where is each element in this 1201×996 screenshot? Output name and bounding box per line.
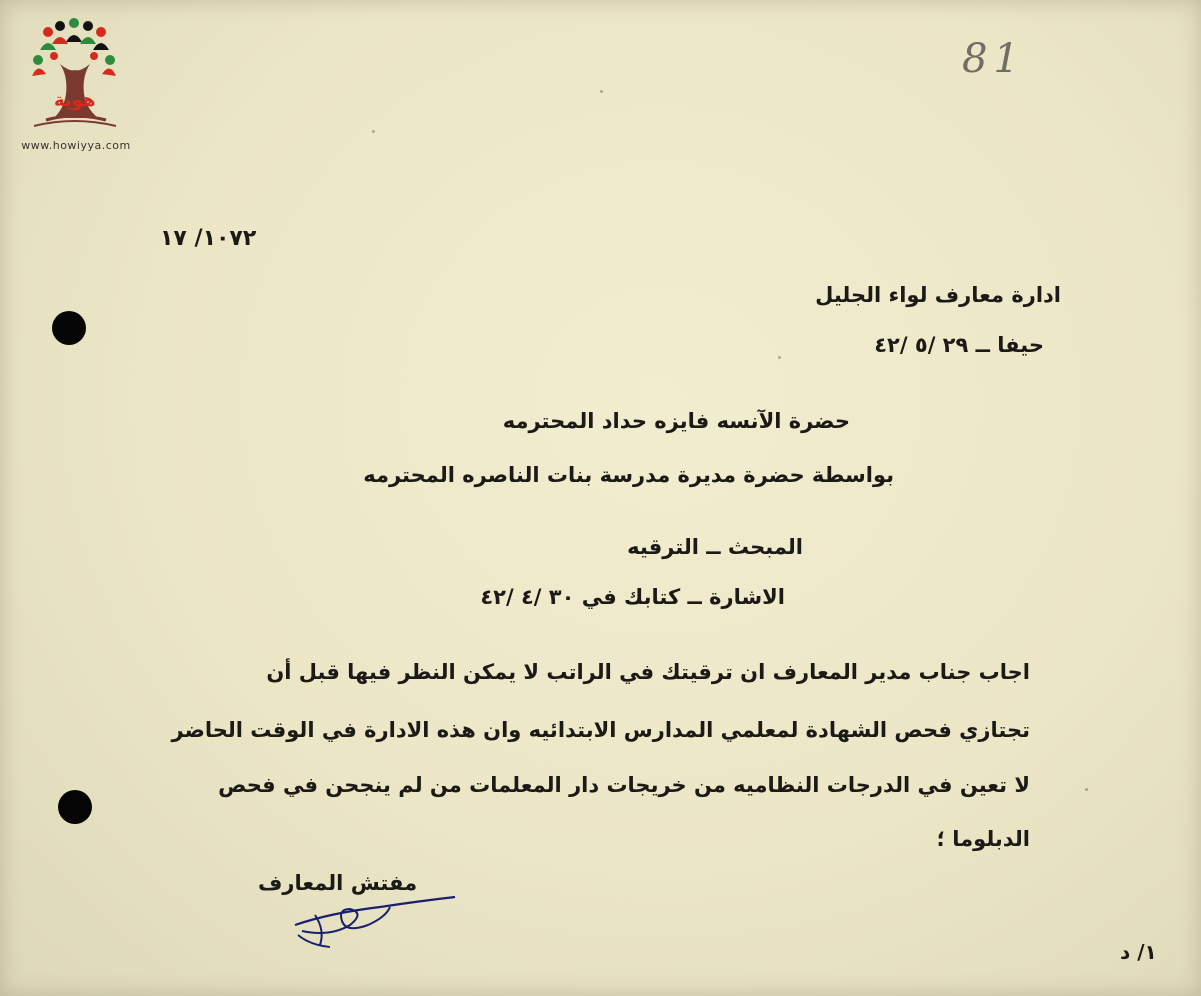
subject-line: المبحث ــ الترقيه xyxy=(627,535,803,559)
reference-number: ١٠٧٢/ ١٧ xyxy=(160,226,257,251)
signer-title: مفتش المعارف xyxy=(258,871,418,895)
logo-text: هوية xyxy=(54,90,96,111)
reference-line: الاشارة ــ كتابك في ٣٠ /٤ /٤٢ xyxy=(480,585,785,609)
punch-hole-top xyxy=(52,311,86,345)
body-line: لا تعين في الدرجات النظاميه من خريجات دار المعلمات من لم ينجحن في فحص xyxy=(218,773,1030,797)
watermark-url[interactable]: www.howiyya.com xyxy=(21,139,131,152)
body-line: الدبلوما ؛ xyxy=(936,827,1030,851)
body-line: تجتازي فحص الشهادة لمعلمي المدارس الابتدائيه وان هذه الادارة في الوقت الحاضر xyxy=(171,718,1030,742)
paper-speck xyxy=(600,90,603,93)
paper-speck xyxy=(372,130,375,133)
sender-place-date: حيفا ــ ٢٩ /٥ /٤٢ xyxy=(874,333,1044,357)
sender-department: ادارة معارف لواء الجليل xyxy=(815,283,1061,307)
paper-speck xyxy=(778,356,781,359)
paper-speck xyxy=(1085,788,1088,791)
addressee-name: حضرة الآنسه فايزه حداد المحترمه xyxy=(502,409,850,433)
body-line: اجاب جناب مدير المعارف ان ترقيتك في الراتب لا يمكن النظر فيها قبل أن xyxy=(266,660,1030,684)
signature-icon xyxy=(290,885,460,950)
family-tree-logo-icon xyxy=(10,16,142,136)
punch-hole-bottom xyxy=(58,790,92,824)
addressee-via: بواسطة حضرة مديرة مدرسة بنات الناصره المحترمه xyxy=(363,463,894,487)
archive-number: 81 xyxy=(962,36,1025,82)
page-number: ١/ د xyxy=(1120,940,1157,964)
watermark-logo xyxy=(10,16,142,156)
